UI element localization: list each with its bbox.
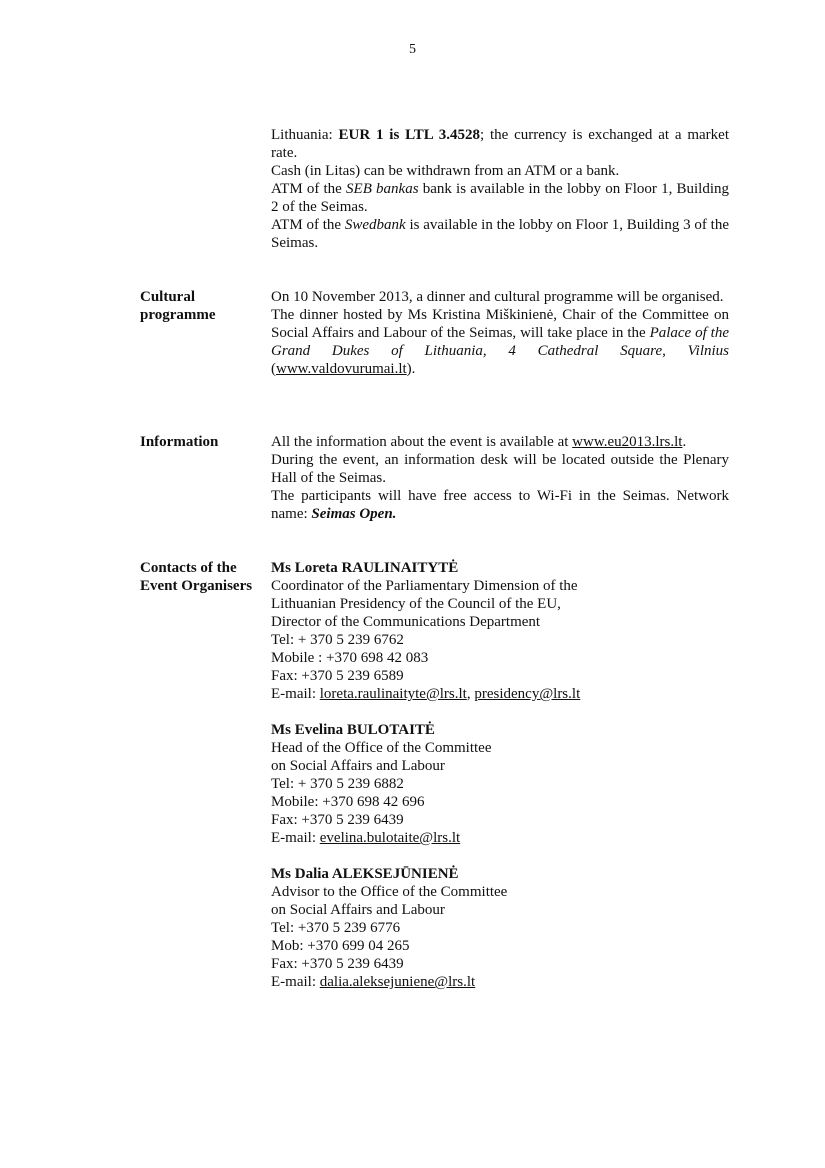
contact-email-label: E-mail: [271,974,320,990]
contact-email-link[interactable]: evelina.bulotaite@lrs.lt [319,830,461,846]
eu2013-link[interactable]: www.eu2013.lrs.lt [572,434,683,450]
contact-email-label: E-mail: [271,830,320,846]
cultural-paren-close: ). [406,361,416,377]
page-number: 5 [409,42,416,57]
contact-tel: Tel: + 370 5 239 6882 [271,776,404,792]
presidency-email-link[interactable]: presidency@lrs.lt [474,686,581,702]
information-desk-paragraph: During the event, an information desk will be located outside the Plenary Hall of the Seimas. [271,452,729,486]
contact-role: Director of the Communications Department [271,614,541,630]
contacts-label-line2: Event Organisers [140,578,253,594]
currency-rate-suffix: ; the currency is exchanged at a market rate. [271,127,729,161]
information-website-paragraph [271,433,729,451]
contact-fax: Fax: +370 5 239 6439 [271,812,404,828]
contact-role: on Social Affairs and Labour [271,758,445,774]
contact-name: Ms Dalia ALEKSEJŪNIENĖ [271,866,459,882]
wifi-network-name: Seimas Open. [311,506,397,522]
information-label-text: Information [140,434,219,450]
contact-name: Ms Evelina BULOTAITĖ [271,722,435,738]
contact-role: Coordinator of the Parliamentary Dimension of the [271,578,578,594]
seb-atm-suffix: bank is available in the lobby on Floor 1, Building 2 of the Seimas. [271,181,730,215]
cultural-host-text: The dinner hosted by Ms Kristina Miškinienė, Chair of the Committee on Social Affairs and Labour of the Seimas, will take place in the [271,307,729,341]
contact-fax: Fax: +370 5 239 6589 [271,668,404,684]
contact-role: on Social Affairs and Labour [271,902,445,918]
seb-atm-paragraph [271,180,729,216]
contact-role: Lithuanian Presidency of the Council of the EU, [271,596,561,612]
seb-bank-name: SEB bankas [346,181,419,197]
contact-email-link[interactable]: loreta.raulinaityte@lrs.lt [319,686,467,702]
cultural-label [140,288,270,324]
contact-fax: Fax: +370 5 239 6439 [271,956,404,972]
cultural-dinner-host [271,306,729,378]
contact-email-label: E-mail: [271,686,320,702]
cultural-label-line1: Cultural [140,289,196,305]
cultural-paren-open: ( [271,361,276,377]
contact-email-line [271,685,729,703]
valdovurumai-link[interactable]: www.valdovurumai.lt [276,361,407,377]
contacts-label [140,559,270,595]
currency-content [271,126,729,252]
contact-mobile: Mobile : +370 698 42 083 [271,650,429,666]
information-content [271,433,729,523]
currency-rate-paragraph [271,126,729,162]
currency-rate-value: EUR 1 is LTL 3.4528 [338,127,481,143]
cultural-venue: Palace of the Grand Dukes of Lithuania, 4 Cathedral Square, Vilnius [271,325,730,359]
contact-card [271,559,729,703]
contacts-content [271,559,729,1009]
contact-card [271,865,729,991]
contact-name: Ms Loreta RAULINAITYTĖ [271,560,459,576]
cultural-label-line2: programme [140,307,216,323]
contact-tel: Tel: +370 5 239 6776 [271,920,401,936]
information-website-text: All the information about the event is available at [271,434,573,450]
information-website-end: . [682,434,687,450]
contact-email-line [271,973,729,991]
contact-role: Head of the Office of the Committee [271,740,492,756]
cultural-content [271,288,729,378]
contact-mobile: Mobile: +370 698 42 696 [271,794,425,810]
contact-tel: Tel: + 370 5 239 6762 [271,632,404,648]
cultural-dinner-date: On 10 November 2013, a dinner and cultural programme will be organised. [271,289,724,305]
information-wifi-text: The participants will have free access to Wi-Fi in the Seimas. Network name: [271,488,729,522]
contacts-label-line1: Contacts of the [140,560,237,576]
contact-email-line [271,829,729,847]
seb-atm-prefix: ATM of the [271,181,347,197]
information-wifi-paragraph [271,487,729,523]
swedbank-atm-prefix: ATM of the [271,217,345,233]
swedbank-atm-paragraph [271,216,729,252]
contact-email-separator: , [466,686,475,702]
swedbank-name: Swedbank [344,217,406,233]
contact-card [271,721,729,847]
swedbank-atm-suffix: is available in the lobby on Floor 1, Building 3 of the Seimas. [271,217,729,251]
contact-email-link[interactable]: dalia.aleksejuniene@lrs.lt [319,974,476,990]
information-label [140,433,270,451]
cash-withdraw-paragraph: Cash (in Litas) can be withdrawn from an ATM or a bank. [271,163,620,179]
contact-mobile: Mob: +370 699 04 265 [271,938,410,954]
contact-role: Advisor to the Office of the Committee [271,884,508,900]
currency-rate-prefix: Lithuania: [271,127,339,143]
